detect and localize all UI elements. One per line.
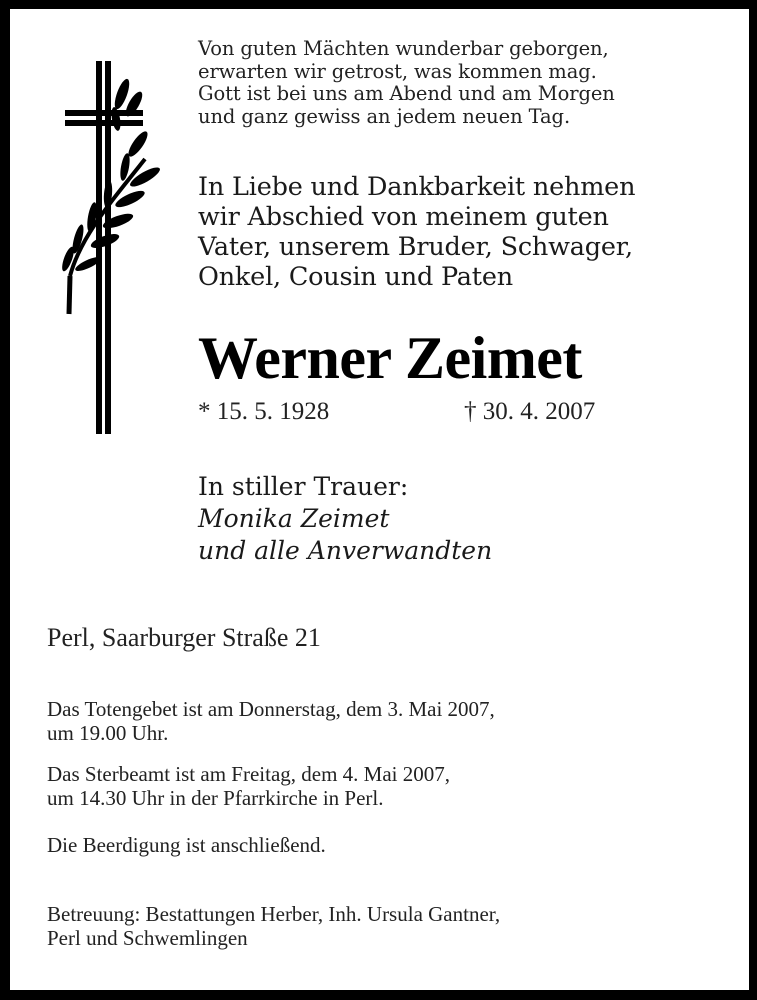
poem-line: und ganz gewiss an jedem neuen Tag.	[198, 104, 571, 128]
prayer-line: um 19.00 Uhr.	[47, 721, 169, 745]
mourning-label: In stiller Trauer:	[198, 472, 409, 501]
cross-with-palm-branch-icon	[50, 49, 160, 434]
farewell-line: Vater, unserem Bruder, Schwager,	[198, 232, 633, 262]
mass-line: Das Sterbeamt ist am Freitag, dem 4. Mai 2007,	[47, 762, 451, 786]
mourner-name: und alle Anverwandten	[198, 536, 493, 565]
mourners-section	[198, 471, 492, 567]
mass-line: um 14.30 Uhr in der Pfarrkirche in Perl.	[47, 786, 384, 810]
address: Perl, Saarburger Straße 21	[47, 623, 321, 652]
obituary-notice	[10, 9, 749, 990]
mourner-name: Monika Zeimet	[198, 504, 390, 533]
farewell-line: In Liebe und Dankbarkeit nehmen	[198, 172, 636, 202]
burial-info: Die Beerdigung ist anschließend.	[47, 833, 326, 857]
poem-line: Von guten Mächten wunderbar geborgen,	[198, 37, 609, 60]
undertaker-line: Perl und Schwemlingen	[47, 926, 248, 950]
farewell-line: wir Abschied von meinem guten	[198, 202, 609, 232]
requiem-mass-info	[47, 762, 450, 810]
prayer-info	[47, 697, 495, 745]
deceased-name: Werner Zeimet	[198, 325, 582, 391]
undertaker-line: Betreuung: Bestattungen Herber, Inh. Ursula Gantner,	[47, 902, 501, 926]
poem-verse	[198, 38, 615, 128]
prayer-line: Das Totengebet ist am Donnerstag, dem 3. Mai 2007,	[47, 697, 495, 721]
birth-date: * 15. 5. 1928	[198, 398, 330, 425]
farewell-text	[198, 172, 635, 292]
undertaker-info	[47, 902, 500, 950]
poem-line: erwarten wir getrost, was kommen mag.	[198, 59, 597, 83]
poem-line: Gott ist bei uns am Abend und am Morgen	[198, 82, 615, 105]
farewell-line: Onkel, Cousin und Paten	[198, 262, 513, 292]
death-date: † 30. 4. 2007	[464, 398, 596, 425]
